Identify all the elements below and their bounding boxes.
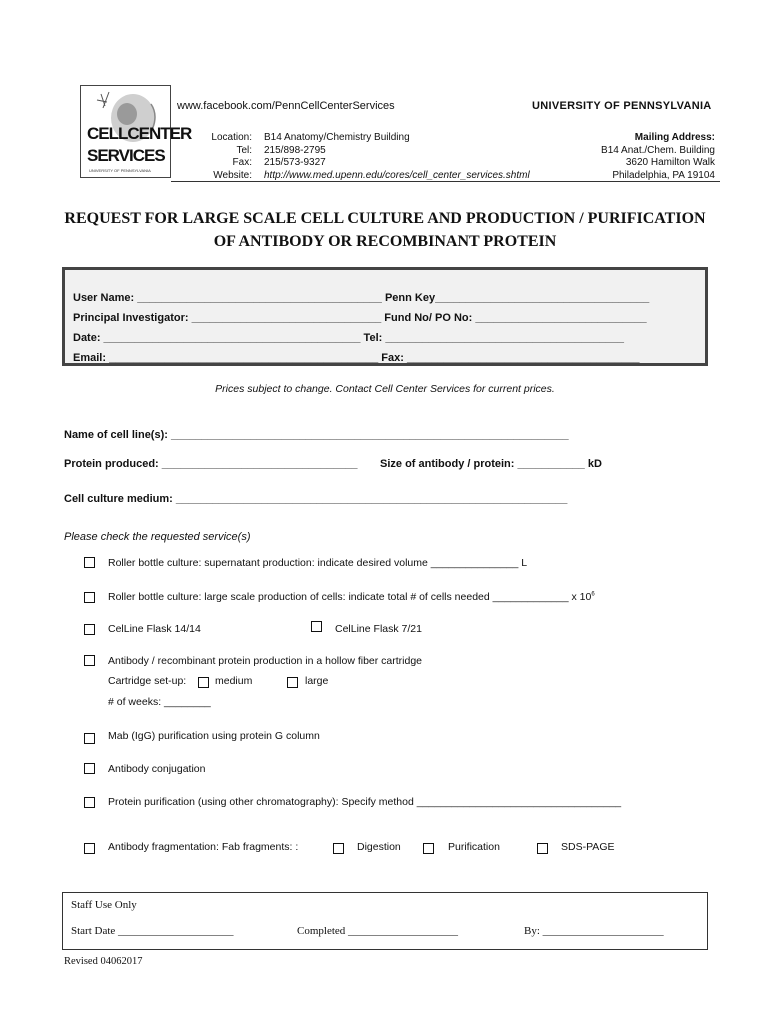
roller-cells-checkbox[interactable] <box>84 592 95 603</box>
roller-supernatant-checkbox[interactable] <box>84 557 95 568</box>
roller-cells-text: Roller bottle culture: large scale production of cells: indicate total # of cells needed _____________ x 10 <box>108 591 592 603</box>
medium-checkbox[interactable] <box>198 677 209 688</box>
mailing-line-1: B14 Anat./Chem. Building <box>601 144 715 156</box>
culture-medium-field[interactable]: Cell culture medium: ________________________________________________________________ <box>64 493 568 505</box>
weeks-field[interactable]: # of weeks: ________ <box>108 696 211 708</box>
mab-purification-checkbox[interactable] <box>84 733 95 744</box>
form-title <box>40 207 730 253</box>
hollow-fiber-label: Antibody / recombinant protein production in a hollow fiber cartridge <box>108 655 423 667</box>
roller-cells-label <box>108 591 595 603</box>
protein-purification-label: Protein purification (using other chromatography): Specify method ___________________________________ <box>108 796 622 808</box>
conjugation-label: Antibody conjugation <box>108 763 206 775</box>
large-label: large <box>305 675 329 687</box>
celline-14-checkbox[interactable] <box>84 624 95 635</box>
purification-checkbox[interactable] <box>423 843 434 854</box>
protein-produced-field[interactable]: Protein produced: ________________________________ <box>64 458 358 470</box>
contact-values <box>264 132 530 182</box>
prices-note: Prices subject to change. Contact Cell Center Services for current prices. <box>215 383 555 395</box>
purification-label: Purification <box>448 841 500 853</box>
by-field[interactable]: By: ______________________ <box>524 925 664 937</box>
mailing-address <box>560 132 715 182</box>
digestion-label: Digestion <box>357 841 401 853</box>
logo-line-1: CELLCENTER <box>87 124 192 143</box>
tel-value: 215/898-2795 <box>264 144 326 156</box>
email-fax-row[interactable]: Email: ____________________________________________ Fax: ______________________________________ <box>73 352 640 364</box>
form-title-line-1: REQUEST FOR LARGE SCALE CELL CULTURE AND PRODUCTION / PURIFICATION <box>64 210 706 227</box>
sds-page-label: SDS-PAGE <box>561 841 615 853</box>
logo-tagline: UNIVERSITY OF PENNSYLVANIA <box>89 168 151 173</box>
sds-page-checkbox[interactable] <box>537 843 548 854</box>
start-date-field[interactable]: Start Date _____________________ <box>71 925 234 937</box>
contact-labels <box>176 132 252 182</box>
pi-fund-row[interactable]: Principal Investigator: _______________________________ Fund No/ PO No: ____________________________ <box>73 312 647 324</box>
celline-7-label: CelLine Flask 7/21 <box>335 623 422 635</box>
cell-center-logo <box>80 85 192 178</box>
conjugation-checkbox[interactable] <box>84 763 95 774</box>
celline-14-label: CelLine Flask 14/14 <box>108 623 201 635</box>
staff-title: Staff Use Only <box>71 899 137 911</box>
fax-value: 215/573-9327 <box>264 157 326 169</box>
mab-purification-label: Mab (IgG) purification using protein G column <box>108 730 320 742</box>
website-label: Website: <box>213 169 252 181</box>
fragmentation-label: Antibody fragmentation: Fab fragments: : <box>108 841 299 853</box>
roller-supernatant-label: Roller bottle culture: supernatant production: indicate desired volume _______________ L <box>108 557 528 569</box>
protein-purification-checkbox[interactable] <box>84 797 95 808</box>
size-field[interactable]: Size of antibody / protein: ___________ kD <box>380 458 602 470</box>
fragmentation-checkbox[interactable] <box>84 843 95 854</box>
facebook-link[interactable]: www.facebook.com/PennCellCenterServices <box>177 100 395 112</box>
large-checkbox[interactable] <box>287 677 298 688</box>
logo-line-2: SERVICES <box>87 146 165 165</box>
revision-note: Revised 04062017 <box>64 956 143 967</box>
user-name-penn-key-row[interactable]: User Name: ________________________________________ Penn Key___________________________________ <box>73 292 650 304</box>
staff-use-box <box>62 892 708 950</box>
medium-label: medium <box>215 675 253 687</box>
location-value: B14 Anatomy/Chemistry Building <box>264 132 410 143</box>
services-heading: Please check the requested service(s) <box>64 531 251 543</box>
form-title-line-2: OF ANTIBODY OR RECOMBINANT PROTEIN <box>213 233 557 250</box>
header-divider <box>171 181 720 182</box>
completed-field[interactable]: Completed ____________________ <box>297 925 459 937</box>
roller-cells-exponent: 6 <box>591 591 595 598</box>
university-name: UNIVERSITY OF PENNSYLVANIA <box>532 100 712 112</box>
hollow-fiber-checkbox[interactable] <box>84 655 95 666</box>
mailing-line-3: Philadelphia, PA 19104 <box>612 169 715 181</box>
user-info-box <box>62 267 708 366</box>
tel-label: Tel: <box>236 144 252 156</box>
date-tel-row[interactable]: Date: __________________________________________ Tel: _______________________________________ <box>73 332 624 344</box>
digestion-checkbox[interactable] <box>333 843 344 854</box>
location-label: Location: <box>211 132 252 143</box>
cell-line-field[interactable]: Name of cell line(s): _________________________________________________________________ <box>64 429 569 441</box>
cartridge-setup-label: Cartridge set-up: <box>108 675 187 687</box>
website-link[interactable]: http://www.med.upenn.edu/cores/cell_center_services.shtml <box>264 169 530 181</box>
fax-label: Fax: <box>232 157 252 169</box>
mailing-line-2: 3620 Hamilton Walk <box>625 157 715 169</box>
celline-7-checkbox[interactable] <box>311 621 322 632</box>
mailing-title: Mailing Address: <box>634 132 715 143</box>
